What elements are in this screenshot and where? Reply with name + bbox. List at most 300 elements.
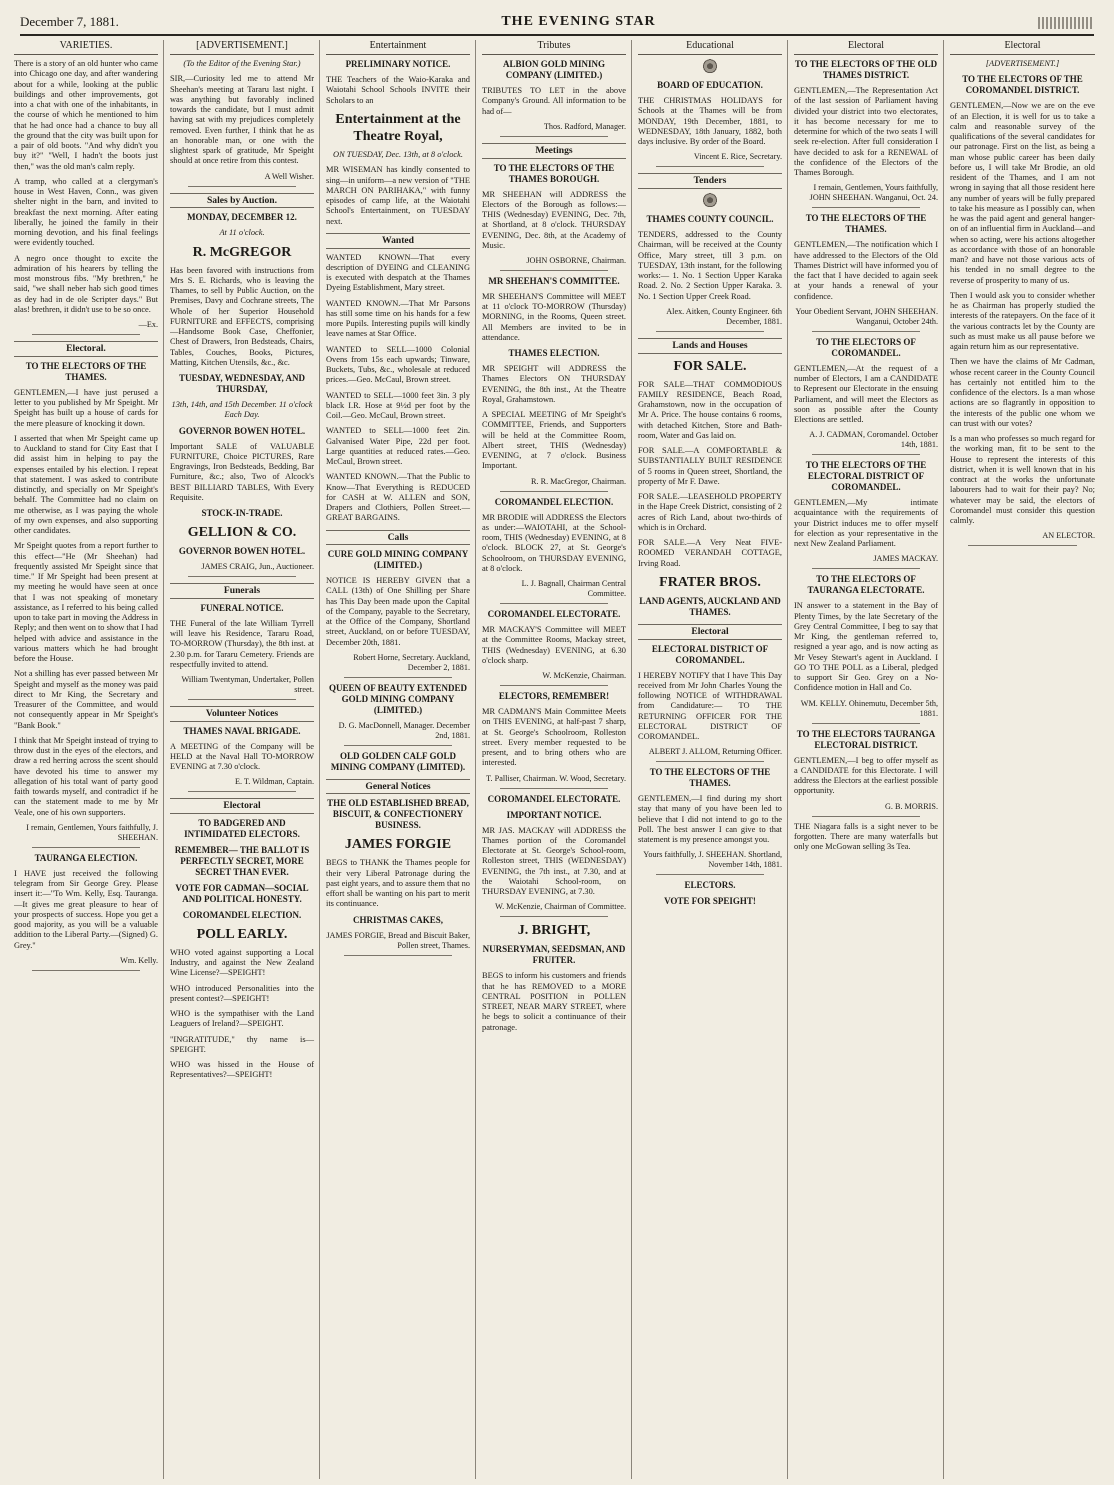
paragraph-block: [170, 619, 314, 670]
body-paragraph: WANTED KNOWN.—That Mr Parsons has still some time on his hands for a few more Pupils. Interesting pupils will kindly leave names at Star Office.: [326, 298, 470, 339]
notice-signature: JOHN OSBORNE, Chairman.: [526, 256, 626, 266]
notice-heading-block: [482, 497, 626, 508]
notice-heading-block: [170, 726, 314, 737]
paragraph-block: [14, 254, 158, 316]
paragraph-block: [794, 822, 938, 853]
notice-heading-block: [326, 59, 470, 70]
signature-block: [794, 802, 938, 817]
notice-heading: STOCK-IN-TRADE.: [201, 508, 283, 519]
signature-block: [14, 320, 158, 335]
display-headline: Entertainment at the Theatre Royal,: [335, 111, 461, 144]
notice-signature: Wm. Kelly.: [120, 955, 158, 965]
notice-heading: TO THE ELECTORS OF THE THAMES.: [649, 767, 771, 789]
notice-heading-block: [794, 460, 938, 493]
notice-heading-block: [638, 767, 782, 789]
notice-heading-block: [170, 845, 314, 878]
notice-heading: TO THE ELECTORS OF THE OLD THAMES DISTRICT.: [794, 59, 938, 81]
paragraph-block: [950, 357, 1095, 429]
notice-heading-block: [638, 214, 782, 225]
body-paragraph: WHO is the sympathiser with the Land Leaguers of Ireland?—SPEIGHT.: [170, 1009, 314, 1029]
notice-heading-block: [482, 691, 626, 702]
body-paragraph: Important SALE of VALUABLE FURNITURE, Choice PICTURES, Rare Engravings, Iron Bedsteads, Bedding, Bar Furniture, &c.; also, Two of Alcock's BEST BILLIARD TABLES, With Every Requisite.: [170, 441, 314, 502]
signature-block: [482, 122, 626, 137]
notice-heading-block: [326, 915, 470, 926]
notice-heading-block: [638, 596, 782, 618]
notice-heading-block: [14, 853, 158, 864]
divider-rule: [656, 761, 764, 762]
divider-rule: [812, 331, 920, 332]
paragraph-block: [794, 240, 938, 302]
paragraph-block: [950, 434, 1095, 526]
paragraph-block: [14, 736, 158, 818]
divider-rule: [188, 576, 296, 577]
paragraph-block: [794, 601, 938, 693]
notice-heading-block: [482, 59, 626, 81]
body-paragraph: FOR SALE.—LEASEHOLD PROPERTY in the Hape Creek District, consisting of 2 acres of Rich Land, about two-thirds of which is in Orchard.: [638, 492, 782, 532]
coat-of-arms-icon: [693, 193, 727, 211]
notice-subline: (To the Editor of the Evening Star.): [183, 59, 301, 69]
section-header: Volunteer Notices: [170, 706, 314, 722]
notice-signature: —Ex.: [138, 320, 158, 330]
notice-heading-block: [326, 549, 470, 571]
notice-heading-block: [482, 810, 626, 821]
section-header: Wanted: [326, 233, 470, 249]
body-paragraph: GENTLEMEN,—I beg to offer myself as a CANDIDATE for this Electorate. I will address the Electors at the earliest possible opportunity.: [794, 755, 938, 796]
notice-signature: L. J. Bagnall, Chairman Central Committee.: [521, 579, 626, 599]
column-5: [638, 40, 788, 1479]
body-paragraph: WHO was hissed in the House of Representatives?—SPEIGHT!: [170, 1060, 314, 1080]
paragraph-block: [482, 86, 626, 117]
notice-signature: Robert Horne, Secretary. Auckland, December 2, 1881.: [353, 652, 470, 672]
notice-signature: JAMES CRAIG, Jun., Auctioneer.: [201, 562, 314, 572]
paragraph-block: [170, 74, 314, 166]
paragraph-block: [14, 669, 158, 731]
signature-block: [794, 183, 938, 208]
divider-rule: [968, 545, 1077, 546]
notice-heading: COROMANDEL ELECTION.: [182, 909, 302, 920]
body-paragraph: A negro once thought to excite the admiration of his hearers by telling the most monstrous fibs. "My brethren," he said, "we shall neber hab sich good times as dey had in de ole Scripter days." But alas! brethren, it didn't use to be so once.: [14, 253, 158, 314]
signature-block: [326, 653, 470, 678]
notice-heading: TO THE ELECTORS OF THE THAMES.: [25, 360, 147, 382]
notice-signature: JAMES FORGIE, Bread and Biscuit Baker, Pollen street, Thames.: [326, 930, 470, 950]
column-heading: Educational: [638, 40, 782, 55]
paragraph-block: [482, 707, 626, 769]
notice-signature: I remain, Gentlemen, Yours faithfully, J. SHEEHAN.: [26, 822, 158, 842]
signature-block: [326, 721, 470, 746]
divider-rule: [32, 847, 140, 848]
body-paragraph: MR SHEEHAN will ADDRESS the Electors of the Borough as follows:—THIS (Wednesday) EVENING, Dec. 7th, at Shortland, at 8 o'clock. THURSDAY EVENING, Dec. 8th, at the Academy of Music.: [482, 189, 626, 250]
notice-signature: E. T. Wildman, Captain.: [234, 777, 314, 787]
divider-rule: [812, 454, 920, 455]
notice-heading: FUNERAL NOTICE.: [200, 602, 284, 613]
notice-heading: THAMES NAVAL BRIGADE.: [183, 725, 301, 736]
notice-heading-block: [794, 213, 938, 235]
paragraph-block: [326, 299, 470, 340]
notice-heading: NURSERYMAN, SEEDSMAN, AND FRUITER.: [482, 944, 626, 966]
body-paragraph: WANTED to SELL—1000 feet 3in. 3 ply black I.R. Hose at 9½d per foot by the Coil.—Geo. McCaul, Brown street.: [326, 390, 470, 421]
notice-subline-block: [170, 400, 314, 421]
notice-heading-block: [170, 883, 314, 905]
body-paragraph: A MEETING of the Company will be HELD at the Naval Hall TO-MORROW EVENING at 7.30 o'clock.: [170, 741, 314, 772]
notice-subline-block: [170, 59, 314, 69]
paragraph-block: [326, 472, 470, 523]
notice-heading: GOVERNOR BOWEN HOTEL.: [178, 425, 306, 436]
notice-heading: ELECTORS, REMEMBER!: [498, 691, 610, 702]
newspaper-title: THE EVENING STAR: [501, 14, 656, 29]
section-header: Electoral.: [14, 341, 158, 357]
display-headline-block: [170, 244, 314, 261]
body-paragraph: FOR SALE.—A COMFORTABLE & SUBSTANTIALLY BUILT RESIDENCE of 5 rooms in Queen street, Shortland, the property of Mr F. Dawe.: [638, 446, 782, 486]
signature-block: [638, 307, 782, 332]
divider-rule: [500, 685, 608, 686]
divider-rule: [812, 207, 920, 208]
body-paragraph: Then we have the claims of Mr Cadman, whose recent career in the County Council has certainly not entitled him to the confidence of the electors. Is a man whose actions are so flagrantly in opposition to the interests of the public one whom we can trust with our votes?: [950, 357, 1095, 428]
notice-heading-block: [170, 212, 314, 223]
signature-block: [638, 152, 782, 167]
column-heading: Electoral: [950, 40, 1095, 55]
notice-heading-block: [950, 74, 1095, 96]
notice-heading: COROMANDEL ELECTION.: [494, 496, 614, 507]
paragraph-block: [326, 253, 470, 294]
body-paragraph: TENDERS, addressed to the County Chairman, will be received at the County Office, Mary street, till 3 p.m. on TUESDAY, 13th instant, for the following works:— 1. No. 1 Section Upper Karaka Road. 2. No. 2 Section Upper Karaka. 3. No. 1 Section Upper Creek Road.: [638, 230, 782, 301]
notice-heading: THAMES ELECTION.: [508, 348, 600, 359]
section-header: Sales by Auction.: [170, 193, 314, 209]
notice-signature: W. McKenzie, Chairman.: [542, 671, 626, 681]
notice-heading-block: [794, 729, 938, 751]
paragraph-block: [170, 266, 314, 369]
paragraph-block: [326, 165, 470, 227]
column-3: [326, 40, 476, 1479]
body-paragraph: WANTED to SELL—1000 feet 2in. Galvanised Water Pipe, 22d per foot. Large quantities at reduced rates.—Geo. McCaul, Brown street.: [326, 426, 470, 467]
notice-heading-block: [170, 508, 314, 519]
notice-heading-block: [638, 880, 782, 891]
divider-rule: [812, 723, 920, 724]
divider-rule: [188, 699, 296, 700]
notice-heading: TAURANGA ELECTION.: [34, 852, 138, 863]
divider-rule: [32, 970, 140, 971]
notice-heading-block: [794, 59, 938, 81]
notice-heading-block: [170, 546, 314, 557]
divider-rule: [812, 568, 920, 569]
body-paragraph: FOR SALE—THAT COMMODIOUS FAMILY RESIDENCE, Beach Road, Grahamstown, now in the occupation of Mr A. Price. The house contains 6 rooms, with detached Kitchen, Store and Bath-room, Water and Gas laid on.: [638, 379, 782, 440]
notice-heading: IMPORTANT NOTICE.: [506, 809, 602, 820]
notice-signature: Alex. Aitken, County Engineer. 6th December, 1881.: [666, 306, 782, 326]
body-paragraph: Has been favored with instructions from Mrs S. E. Richards, who is leaving the Thames, to sell by Public Auction, on the Premises, Davy and Cochrane streets, The Whole of her Superior Household FURNITURE and EFFECTS, comprising—Handsome Book Case, Cheffonier, Chest of Drawers, Iron Bedsteads, Chairs, Tables, Couches, Books, Pictures, Matting, Kitchen Utensils, &c., &c.: [170, 265, 314, 367]
paragraph-block: [638, 671, 782, 743]
notice-heading: OLD GOLDEN CALF GOLD MINING COMPANY (LIMITED).: [330, 750, 466, 772]
paragraph-block: [638, 492, 782, 533]
divider-rule: [500, 916, 608, 917]
body-paragraph: NOTICE IS HEREBY GIVEN that a CALL (13th) of One Shilling per Share has This Day been made upon the Capital of the Company, payable to the Secretary, at the Office of the Company, Shortland street, Auckland, on or before TUESDAY, December 20th, 1881.: [326, 576, 470, 647]
notice-heading: COROMANDEL ELECTORATE.: [487, 609, 621, 620]
notice-signature: A Well Wisher.: [264, 171, 314, 181]
body-paragraph: There is a story of an old hunter who came into Chicago one day, and after wandering about for a while, looking at the public buildings and other improvements, got into a chat with one of the inhabitants, in the course of which he mentioned to him that he had once had a chance to buy all the ground that the city was built upon for a pair of old boots. "And why didn't you buy it?" "Well, I hadn't the boots just then," was the old man's calm reply.: [14, 59, 158, 171]
display-headline: POLL EARLY.: [196, 926, 288, 942]
notice-heading: TO THE ELECTORS OF TAURANGA ELECTORATE.: [807, 574, 925, 596]
notice-heading-block: [170, 426, 314, 437]
section-header: Calls: [326, 530, 470, 546]
notice-heading-block: [482, 794, 626, 805]
body-paragraph: MR MACKAY'S Committee will MEET at the Committee Rooms, Mackay street, THIS (Wednesday) EVENING, at 6.30 o'clock sharp.: [482, 625, 626, 665]
signature-block: [482, 477, 626, 492]
display-headline: JAMES FORGIE: [344, 837, 452, 853]
notice-heading-block: [482, 348, 626, 359]
notice-heading: TO THE ELECTORS OF THE THAMES BOROUGH.: [493, 162, 615, 184]
divider-rule: [500, 788, 608, 789]
coat-of-arms-icon: [693, 59, 727, 77]
display-headline-block: [638, 358, 782, 375]
signature-block: [14, 956, 158, 971]
body-paragraph: THE Niagara falls is a sight never to be forgotten. There are many waterfalls but only one McGowan selling 3s Tea.: [794, 821, 938, 852]
paragraph-block: [794, 756, 938, 797]
paragraph-block: [794, 498, 938, 549]
issue-date: December 7, 1881.: [20, 14, 119, 29]
notice-heading: PRELIMINARY NOTICE.: [345, 59, 451, 70]
paragraph-block: [482, 364, 626, 405]
column-heading: Electoral: [794, 40, 938, 55]
divider-rule: [344, 955, 452, 956]
section-header: General Notices: [326, 779, 470, 795]
body-paragraph: MR SPEIGHT will ADDRESS the Thames Electors ON THURSDAY EVENING, the 8th inst., At the Theatre Royal, Grahamstown.: [482, 364, 626, 404]
paragraph-block: [14, 177, 158, 249]
paragraph-block: [950, 291, 1095, 353]
notice-heading: ELECTORAL DISTRICT OF COROMANDEL.: [651, 643, 769, 665]
body-paragraph: "INGRATITUDE," thy name is—SPEIGHT.: [170, 1034, 314, 1054]
notice-heading: QUEEN OF BEAUTY EXTENDED GOLD MINING COMPANY (LIMITED.): [328, 682, 468, 715]
body-paragraph: MR CADMAN'S Main Committee Meets on THIS EVENING, at half-past 7 sharp, at St. George's Schoolroom, Rolleston street. Every member requested to be present, and to bring others who are interested.: [482, 707, 626, 768]
notice-heading: ELECTORS.: [684, 880, 736, 891]
signature-block: [638, 747, 782, 762]
notice-heading-block: [638, 644, 782, 666]
section-header: Tenders: [638, 173, 782, 189]
paragraph-block: [170, 948, 314, 979]
paragraph-block: [170, 742, 314, 773]
paragraph-block: [482, 513, 626, 575]
column-heading: VARIETIES.: [14, 40, 158, 55]
body-paragraph: WANTED KNOWN.—That the Public to Know—That Everything is REDUCED for CASH at W. ALLEN and SON, Drapers and Clothiers, Pollen Street.—GREAT BARGAINS.: [326, 472, 470, 523]
display-headline: J. BRIGHT,: [517, 923, 591, 939]
column-heading: [ADVERTISEMENT.]: [170, 40, 314, 55]
paragraph-block: [326, 426, 470, 467]
signature-block: [482, 579, 626, 604]
paragraph-block: [14, 869, 158, 951]
column-6: [794, 40, 944, 1479]
display-headline: FOR SALE.: [673, 358, 747, 374]
body-paragraph: MR WISEMAN has kindly consented to sing—in uniform—a new version of "THE MARCH ON PARIHAKA," with funny episodes of camp life, at the Waiotahi School's Entertainment, on TUESDAY next.: [326, 165, 470, 226]
notice-heading: THAMES COUNTY COUNCIL.: [646, 214, 774, 225]
body-paragraph: I HAVE just received the following telegram from Sir George Grey. Please insert it:—"To Wm. Kelly, Esq. Tauranga.—It gives me great pleasure to hear of your prospects of success. Hope you get a good majority, as you will be a valuable addition to the Liberal Party.—(Signed) G. Grey.": [14, 868, 158, 950]
notice-signature: AN ELECTOR.: [1042, 531, 1095, 541]
signature-block: [950, 531, 1095, 546]
signature-block: [794, 699, 938, 724]
body-paragraph: WHO introduced Personalities into the present contest?—SPEIGHT!: [170, 983, 314, 1003]
body-paragraph: BEGS to THANK the Thames people for their very Liberal Patronage during the past eight years, and to assure them that no effort shall be wanting on his part to merit its continuance.: [326, 858, 470, 909]
display-headline-block: [170, 926, 314, 943]
body-paragraph: Then I would ask you to consider whether he as Chairman has properly studied the interests of the ratepayers. On the face of it the various contracts let by the County are such as must make us all pause before we again return him as our representative.: [950, 290, 1095, 352]
notice-heading: BOARD OF EDUCATION.: [657, 80, 763, 91]
notice-heading-block: [638, 80, 782, 91]
paragraph-block: [638, 538, 782, 569]
body-paragraph: I think that Mr Speight instead of trying to throw dust in the eyes of the electors, and draw a red herring across the scent should have devoted his time to answer my allegation of his total want of party good faith towards myself, and contradict if he can the statement made to me by Mr Veale, one of his own supporters.: [14, 735, 158, 817]
divider-rule: [656, 331, 764, 332]
notice-heading: ALBION GOLD MINING COMPANY (LIMITED.): [502, 59, 605, 81]
column-2: [170, 40, 320, 1479]
paragraph-block: [326, 391, 470, 422]
notice-heading-block: [482, 276, 626, 287]
body-paragraph: Mr Speight quotes from a report further to this effect—"He (Mr Sheehan) had frequently assisted Mr Speight since that time." If Mr Speight had been present at my meeting he would have seen at once that I was not speaking of monetary assistance, as I referred to his being called upon to take part in moving the Address in Reply; and then went on to show that I had helped with advice and assistance in the various matters which he had brought before the House.: [14, 541, 158, 664]
columns-container: [14, 40, 1100, 1479]
display-headline: R. McGREGOR: [192, 244, 292, 260]
notice-subline: ON TUESDAY, Dec. 13th, at 8 o'clock.: [333, 150, 463, 160]
section-header: Funerals: [170, 583, 314, 599]
notice-heading: COROMANDEL ELECTORATE.: [487, 793, 621, 804]
notice-heading-block: [170, 910, 314, 921]
display-headline: FRATER BROS.: [659, 574, 761, 590]
notice-heading: TO THE ELECTORS OF THE THAMES.: [805, 213, 927, 235]
notice-heading-block: [794, 337, 938, 359]
display-headline: GELLION & CO.: [187, 525, 297, 541]
body-paragraph: MR BRODIE will ADDRESS the Electors as under:—WAIOTAHI, at the School-room, THIS (Wednesday) EVENING, at 8 o'clock. BLOCK 27, at St. George's Schoolroom, on THURSDAY EVENING, at 8 o'clock.: [482, 512, 626, 573]
notice-signature: A. J. CADMAN, Coromandel. October 14th, 1881.: [809, 430, 938, 450]
paragraph-block: [170, 984, 314, 1005]
body-paragraph: GENTLEMEN,—The Representation Act of the last session of Parliament having divided your district into two electorates, it has become necessary for me to determine for which of the two seats I will seek re-election. After full consideration I have decided to ask for a RENEWAL of the confidence of the Electors of the Thames Borough.: [794, 86, 938, 178]
body-paragraph: BEGS to inform his customers and friends that he has REMOVED to a MORE CENTRAL POSITION in POLLEN STREET, NEAR MARY STREET, where he begs to solicit a continuance of their patronage.: [482, 971, 626, 1032]
body-paragraph: GENTLEMEN,—Now we are on the eve of an Election, it is well for us to take a calm and reasonable survey of the qualifications of the several candidates for our patronage. First on the list, as being a man whose public career has been daily before us, I will take Mr Brodie, an old resident of the Thames, and I am not wrong in saying that all those resident here any number of years will be fully prepared to take his measure as I possibly can, when he was the paid agent and general hanger-on of an influential firm in Auckland—and when so acting, were his actions altogether as accordance with those of an honorable man? and have not those various acts of his tended in no small degree to the reverse of prosperity to many of us.: [950, 101, 1095, 285]
column-7: [950, 40, 1100, 1479]
body-paragraph: THE CHRISTMAS HOLIDAYS for Schools at the Thames will be from MONDAY, 19th December, 1881, to WEDNESDAY, 18th January, 1882, both days inclusive. By order of the Board.: [638, 96, 782, 147]
notice-heading-block: [170, 818, 314, 840]
signature-block: [638, 850, 782, 875]
paragraph-block: [794, 364, 938, 426]
body-paragraph: WANTED KNOWN—That every description of DYEING and CLEANING is executed with despatch at the Thames Dyeing Establishment, Mary street.: [326, 252, 470, 293]
display-headline-block: [170, 524, 314, 541]
paragraph-block: [14, 388, 158, 429]
body-paragraph: THE Teachers of the Waio-Karaka and Waiotahi School Schools INVITE their Scholars to an: [326, 75, 470, 105]
divider-rule: [500, 270, 608, 271]
notice-heading-block: [170, 373, 314, 395]
signature-block: [482, 671, 626, 686]
notice-signature: W. McKenzie, Chairman of Committee.: [495, 902, 626, 912]
divider-rule: [500, 603, 608, 604]
notice-heading: TO BADGERED AND INTIMIDATED ELECTORS.: [184, 818, 300, 840]
notice-subline: At 11 o'clock.: [219, 228, 265, 238]
notice-heading-block: [482, 163, 626, 185]
divider-rule: [656, 166, 764, 167]
notice-subline-block: [170, 228, 314, 238]
signature-block: [170, 172, 314, 187]
body-paragraph: MR SHEEHAN'S Committee will MEET at 11 o'clock TO-MORROW (Thursday) MORNING, in the Rooms, Queen street. All Members are invited to be in attendance.: [482, 291, 626, 342]
notice-signature: Vincent E. Rice, Secretary.: [693, 152, 782, 162]
column-heading: Tributes: [482, 40, 626, 55]
notice-heading-block: [326, 798, 470, 831]
body-paragraph: A tramp, who called at a clergyman's house in West Haven, Conn., was given shelter night in the barn, and invited to breakfast the next morning. After eating liberally, he joined the family in their morning devotion, and his final feelings were evidently touched.: [14, 176, 158, 248]
display-headline-block: [482, 922, 626, 939]
paragraph-block: [14, 541, 158, 664]
notice-signature: William Twentyman, Undertaker, Pollen street.: [181, 675, 314, 695]
column-4: [482, 40, 632, 1479]
section-header: Electoral: [638, 624, 782, 640]
signature-block: [794, 307, 938, 332]
notice-signature: D. G. MacDonnell, Manager. December 2nd, 1881.: [338, 720, 470, 740]
masthead-ornament: [1038, 14, 1094, 30]
notice-signature: Your Obedient Servant, JOHN SHEEHAN. Wanganui, October 24th.: [795, 306, 938, 326]
masthead: [20, 10, 1094, 36]
section-header: Meetings: [482, 143, 626, 159]
signature-block: [794, 430, 938, 455]
paragraph-block: [170, 1060, 314, 1081]
divider-rule: [188, 186, 296, 187]
display-headline-block: [326, 836, 470, 853]
notice-signature: ALBERT J. ALLOM, Returning Officer.: [648, 747, 782, 757]
paragraph-block: [638, 230, 782, 302]
body-paragraph: A SPECIAL MEETING of Mr Speight's COMMITTEE, Friends, and Supporters will be held at the Committee Room, Albert street, THIS (Wednesday) EVENING, at 7 o'clock. Business Important.: [482, 410, 626, 471]
notice-heading: LAND AGENTS, AUCKLAND AND THAMES.: [639, 595, 781, 617]
signature-block: [170, 777, 314, 792]
body-paragraph: TRIBUTES TO LET in the above Company's Ground. All information to be had of—: [482, 86, 626, 116]
notice-heading: TO THE ELECTORS OF THE ELECTORAL DISTRICT OF COROMANDEL.: [805, 460, 927, 493]
paragraph-block: [14, 434, 158, 537]
body-paragraph: IN answer to a statement in the Bay of Plenty Times, by the late Secretary of the Grey Central Committee, I beg to say that Mr King, the gentleman referred to, resigned a year ago, and is now acting as Mr Vesey Stewart's agent in Auckland. I GO TO THE POLL as a Liberal, pledged to support Sir Geo. Grey on a No-Confidence motion in Hall and Co.: [794, 601, 938, 693]
notice-subline: [ADVERTISEMENT.]: [985, 59, 1060, 69]
notice-subline-block: [326, 150, 470, 160]
body-paragraph: I HEREBY NOTIFY that I have This Day received from Mr John Charles Young the following NOTICE of WITHDRAWAL from Candidature:— TO THE RETURNING OFFICER FOR THE ELECTORAL DISTRICT OF COROMANDEL.: [638, 670, 782, 742]
notice-subline-block: [950, 59, 1095, 69]
notice-heading: CHRISTMAS CAKES,: [352, 914, 444, 925]
notice-heading-block: [326, 751, 470, 773]
body-paragraph: THE Funeral of the late William Tyrrell will leave his Residence, Tararu Road, TO-MORROW (Thursday), the 8th inst. at 2.30 p.m. for Tararu Cemetery. Friends are respectfully invited to attend.: [170, 618, 314, 669]
signature-block: [326, 931, 470, 956]
notice-signature: JAMES MACKAY.: [873, 554, 938, 564]
paragraph-block: [638, 380, 782, 442]
body-paragraph: Not a shilling has ever passed between Mr Speight and myself as the money was paid direct to Mr King, the Secretary and Treasurer of the Committee, and would not consequently appear in Mr Speight's "Bank Book.": [14, 669, 158, 730]
paragraph-block: [170, 1009, 314, 1030]
notice-subline: 13th, 14th, and 15th December. 11 o'clock Each Day.: [171, 400, 313, 420]
notice-heading-block: [170, 603, 314, 614]
notice-heading-block: [638, 896, 782, 907]
paragraph-block: [326, 345, 470, 386]
body-paragraph: WHO voted against supporting a Local Industry, and against the New Zealand Wine License?—SPEIGHT!: [170, 947, 314, 978]
body-paragraph: I asserted that when Mr Speight came up to Auckland to stand for City East that I did assist him in helping to pay the expenses entailed by his election. I repeat that statement. I was asked to contribute distinctly, and specially on Mr Speight's behalf. The Committee had no claim on me otherwise, as I was paying the whole of my own expenses, and also supporting other candidates.: [14, 433, 158, 536]
notice-heading-block: [794, 574, 938, 596]
paragraph-block: [326, 75, 470, 106]
body-paragraph: MR JAS. MACKAY will ADDRESS the Thames portion of the Coromandel Electorate at St. George's School-room, Rolleston street, THIS (WEDNESDAY) EVENING, the 7th inst., at 7.30, and at the Waiotahi School-room, on THURSDAY EVENING, at 7.30.: [482, 825, 626, 897]
notice-heading: TO THE ELECTORS TAURANGA ELECTORAL DISTRICT.: [796, 728, 936, 750]
signature-block: [794, 554, 938, 569]
body-paragraph: SIR,—Curiosity led me to attend Mr Sheehan's meeting at Tararu last night. I was anything but favorably inclined towards the candidate, but I must admit having sat with my prejudices completely removed. Even further, I think that he as an honorable man, or one with the slightest spark of gratitude, Mr Speight should at once retire from this contest.: [170, 74, 314, 166]
divider-rule: [32, 334, 140, 335]
notice-heading: GOVERNOR BOWEN HOTEL.: [178, 546, 306, 557]
notice-signature: Thos. Radford, Manager.: [543, 121, 626, 131]
paragraph-block: [170, 1035, 314, 1056]
notice-heading-block: [482, 609, 626, 620]
notice-signature: G. B. MORRIS.: [884, 801, 938, 811]
notice-signature: I remain, Gentlemen, Yours faithfully, JOHN SHEEHAN. Wanganui, Oct. 24.: [809, 183, 938, 203]
body-paragraph: GENTLEMEN,—The notification which I have addressed to the Electors of the Old Thames District will have informed you of the fact that I have decided to again seek at your hands a renewal of your confidence.: [794, 240, 938, 301]
notice-heading-block: [482, 944, 626, 966]
signature-block: [170, 675, 314, 700]
divider-rule: [812, 816, 920, 817]
notice-signature: Yours faithfully, J. SHEEHAN. Shortland, November 14th, 1881.: [643, 850, 782, 870]
paragraph-block: [170, 442, 314, 504]
paragraph-block: [794, 86, 938, 178]
notice-heading-block: [326, 683, 470, 716]
section-header: Lands and Houses: [638, 338, 782, 354]
notice-heading: MR SHEEHAN'S COMMITTEE.: [488, 276, 620, 287]
body-paragraph: GENTLEMEN,—At the request of a number of Electors, I am a CANDIDATE to Represent our Electorate in the ensuing Parliament, and will meet the Electors as soon as possible after the County Elections are settled.: [794, 363, 938, 424]
paragraph-block: [326, 576, 470, 648]
notice-signature: R. R. MacGregor, Chairman.: [531, 476, 626, 486]
body-paragraph: FOR SALE.—A Very Neat FIVE-ROOMED VERANDAH COTTAGE, Irving Road.: [638, 538, 782, 568]
